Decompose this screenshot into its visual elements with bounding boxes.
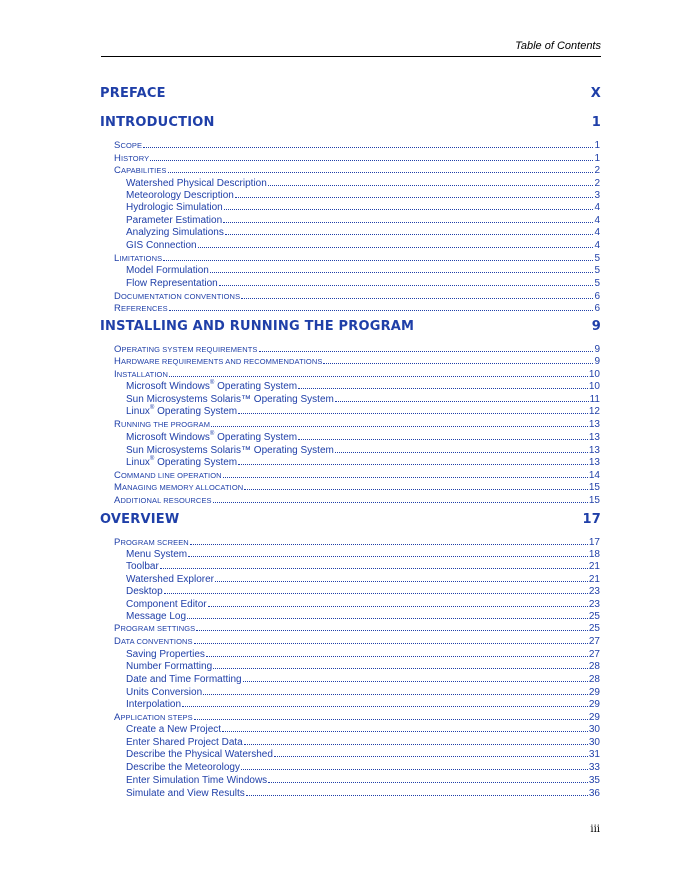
dot-leader — [222, 722, 588, 732]
toc-entry-page: 33 — [588, 762, 600, 773]
toc-entry-page: 4 — [594, 215, 600, 226]
toc-section-page: 9 — [591, 319, 601, 334]
toc-entry-program-settings[interactable] — [114, 621, 600, 634]
dot-leader — [163, 251, 593, 261]
toc-entry-linux[interactable] — [126, 455, 600, 468]
dot-leader — [194, 634, 588, 644]
toc-entry-page: 25 — [588, 611, 600, 622]
toc-entry-title-rest: Operating System — [154, 406, 238, 417]
toc-entry-page: 29 — [588, 699, 600, 710]
toc-entry-title: SCOPE — [114, 140, 143, 151]
toc-entry-title: Meteorology Description — [126, 190, 234, 201]
toc-entry-number-formatting[interactable] — [126, 659, 600, 672]
toc-entry-page: 5 — [594, 278, 600, 289]
toc-entry-title: Enter Simulation Time Windows — [126, 775, 268, 786]
toc-entry-page: 14 — [588, 470, 600, 481]
toc-entry-title: Watershed Explorer — [126, 574, 214, 585]
dot-leader — [335, 443, 588, 453]
dot-leader — [190, 535, 588, 545]
toc-entry-managing-memory-allocation[interactable] — [114, 480, 600, 493]
toc-section-page: 1 — [591, 115, 601, 130]
dot-leader — [198, 238, 594, 248]
toc-entry-page: 15 — [588, 482, 600, 493]
toc-entry-additional-resources[interactable] — [114, 493, 600, 506]
toc-entry-page: 11 — [589, 394, 600, 405]
toc-entry-page: 2 — [594, 165, 600, 176]
toc-entry-microsoft-windows[interactable] — [126, 379, 600, 392]
toc-entry-title: ADDITIONAL RESOURCES — [114, 495, 212, 506]
toc-entry-title: Enter Shared Project Data — [126, 737, 243, 748]
toc-entry-title: Toolbar — [126, 561, 159, 572]
dot-leader — [211, 417, 588, 427]
dot-leader — [194, 710, 588, 720]
toc-entry-hydrologic-simulation[interactable] — [126, 200, 600, 213]
toc-entry-title: Microsoft Windows — [126, 381, 210, 392]
toc-entry-title: Sun Microsystems Solaris™ Operating System — [126, 394, 334, 405]
toc-entry-microsoft-windows[interactable] — [126, 430, 600, 443]
dot-leader — [259, 342, 594, 352]
toc-entry-title: Flow Representation — [126, 278, 218, 289]
toc-entry-page: 4 — [594, 227, 600, 238]
toc-entry-title: Date and Time Formatting — [126, 674, 242, 685]
dot-leader — [241, 760, 588, 770]
toc-entry-label — [126, 787, 245, 800]
toc-entry-page: 36 — [588, 788, 600, 799]
dot-leader — [223, 213, 593, 223]
toc-entry-page: 29 — [588, 687, 600, 698]
toc-entry-title: HISTORY — [114, 153, 150, 164]
toc-entry-title: DATA CONVENTIONS — [114, 636, 193, 647]
dot-leader — [244, 735, 588, 745]
running-header: Table of Contents — [515, 40, 601, 52]
toc-entry-running-the-program[interactable] — [114, 417, 600, 430]
toc-section-overview[interactable] — [100, 512, 601, 527]
dot-leader — [238, 455, 588, 465]
toc-entry-page: 29 — [588, 712, 600, 723]
toc-entry-flow-representation[interactable] — [126, 276, 600, 289]
toc-entry-page: 9 — [594, 356, 600, 367]
toc-entry-toolbar[interactable] — [126, 559, 600, 572]
toc-entry-page: 35 — [588, 775, 600, 786]
dot-leader — [241, 289, 593, 299]
toc-entry-title: Sun Microsystems Solaris™ Operating System — [126, 445, 334, 456]
toc-section-preface[interactable] — [100, 86, 601, 101]
dot-leader — [206, 647, 588, 657]
toc-entry-title: OPERATING SYSTEM REQUIREMENTS — [114, 344, 258, 355]
toc-entry-title-rest: Operating System — [214, 432, 298, 443]
dot-leader — [182, 697, 588, 707]
dot-leader — [169, 367, 588, 377]
toc-entry-page: 27 — [588, 636, 600, 647]
toc-entry-simulate-and-view-results[interactable] — [126, 786, 600, 799]
dot-leader — [187, 609, 588, 619]
dot-leader — [223, 468, 588, 478]
toc-entry-title: Analyzing Simulations — [126, 227, 224, 238]
toc-entry-date-and-time-formatting[interactable] — [126, 672, 600, 685]
toc-entry-title: Desktop — [126, 586, 163, 597]
toc-entry-title: Parameter Estimation — [126, 215, 223, 226]
toc-entry-page: 4 — [594, 240, 600, 251]
toc-entry-title: APPLICATION STEPS — [114, 712, 193, 723]
toc-entry-gis-connection[interactable] — [126, 238, 600, 251]
toc-entry-title: Number Formatting — [126, 661, 213, 672]
toc-entry-page: 10 — [588, 381, 600, 392]
toc-entry-title: Model Formulation — [126, 265, 209, 276]
dot-leader — [335, 392, 589, 402]
toc-entry-title: Menu System — [126, 549, 188, 560]
dot-leader — [196, 621, 588, 631]
dot-leader — [235, 188, 594, 198]
toc-entry-analyzing-simulations[interactable] — [126, 225, 600, 238]
toc-entry-page: 31 — [588, 749, 600, 760]
toc-entry-page: 10 — [588, 369, 600, 380]
toc-entry-title-rest: Operating System — [154, 457, 238, 468]
toc-entry-title: Saving Properties — [126, 649, 205, 660]
toc-entry-data-conventions[interactable] — [114, 634, 600, 647]
toc-entry-label — [114, 302, 168, 315]
toc-entry-label — [114, 494, 212, 507]
toc-entry-page: 13 — [588, 419, 600, 430]
toc-entry-title: COMMAND LINE OPERATION — [114, 470, 222, 481]
registered-mark: ® — [149, 405, 155, 411]
page-number: iii — [590, 824, 600, 835]
toc-entry-create-a-new-project[interactable] — [126, 722, 600, 735]
dot-leader — [268, 773, 588, 783]
toc-entry-title: Watershed Physical Description — [126, 178, 267, 189]
toc-section-title: PREFACE — [100, 86, 166, 101]
toc-entry-scope[interactable] — [114, 138, 600, 151]
toc-entry-title: GIS Connection — [126, 240, 197, 251]
toc-entry-hardware-requirements-and-recommendations[interactable] — [114, 354, 600, 367]
toc-entry-page: 3 — [594, 190, 600, 201]
toc-entry-page: 13 — [588, 445, 600, 456]
toc-entry-page: 18 — [588, 549, 600, 560]
toc-entry-page: 5 — [594, 253, 600, 264]
toc-entry-page: 6 — [594, 303, 600, 314]
dot-leader — [225, 225, 594, 235]
toc-entry-title: Linux — [126, 457, 150, 468]
toc-entry-page: 13 — [588, 432, 600, 443]
dot-leader — [243, 672, 588, 682]
toc-entry-page: 25 — [588, 623, 600, 634]
toc-entry-page: 30 — [588, 737, 600, 748]
toc-entry-title: PROGRAM SCREEN — [114, 537, 189, 548]
dot-leader — [298, 379, 588, 389]
toc-section-page: X — [590, 86, 601, 101]
toc-section-installing-and-running-the-program[interactable] — [100, 319, 601, 334]
toc-entry-enter-simulation-time-windows[interactable] — [126, 773, 600, 786]
toc-entry-title: HARDWARE REQUIREMENTS AND RECOMMENDATIONS — [114, 356, 323, 367]
dot-leader — [246, 786, 588, 796]
toc-entry-title: CAPABILITIES — [114, 165, 167, 176]
toc-entry-page: 23 — [588, 599, 600, 610]
toc-entry-page: 5 — [594, 265, 600, 276]
dot-leader — [208, 597, 588, 607]
toc-entry-title: Message Log — [126, 611, 187, 622]
toc-entry-page: 1 — [594, 153, 600, 164]
toc-entry-title: PROGRAM SETTINGS — [114, 623, 196, 634]
toc-entry-page: 28 — [588, 661, 600, 672]
dot-leader — [164, 584, 588, 594]
dot-leader — [168, 163, 594, 173]
toc-entry-describe-the-meteorology[interactable] — [126, 760, 600, 773]
toc-entry-references[interactable] — [114, 301, 600, 314]
toc-entry-title: Describe the Meteorology — [126, 762, 240, 773]
toc-entry-model-formulation[interactable] — [126, 263, 600, 276]
toc-entry-capabilities[interactable] — [114, 163, 600, 176]
dot-leader — [219, 276, 594, 286]
toc-entry-page: 27 — [588, 649, 600, 660]
toc-entry-page: 13 — [588, 457, 600, 468]
toc-entry-page: 21 — [588, 561, 600, 572]
toc-entry-page: 21 — [588, 574, 600, 585]
dot-leader — [268, 176, 594, 186]
toc-entry-title: INSTALLATION — [114, 369, 168, 380]
toc-entry-desktop[interactable] — [126, 584, 600, 597]
toc-entry-title: DOCUMENTATION CONVENTIONS — [114, 291, 241, 302]
toc-entry-linux[interactable] — [126, 404, 600, 417]
toc-entry-title: Microsoft Windows — [126, 432, 210, 443]
toc-section-introduction[interactable] — [100, 115, 601, 130]
dot-leader — [244, 480, 588, 490]
toc-entry-page: 23 — [588, 586, 600, 597]
toc-entry-title: Component Editor — [126, 599, 207, 610]
dot-leader — [213, 493, 588, 503]
toc-entry-title: Simulate and View Results — [126, 788, 245, 799]
dot-leader — [298, 430, 588, 440]
toc-entry-title: Linux — [126, 406, 150, 417]
toc-entry-page: 12 — [588, 406, 600, 417]
toc-entry-page: 9 — [594, 344, 600, 355]
toc-entry-title-rest: Operating System — [214, 381, 298, 392]
dot-leader — [188, 547, 588, 557]
toc-entry-title: MANAGING MEMORY ALLOCATION — [114, 482, 244, 493]
dot-leader — [143, 138, 593, 148]
toc-section-title: INSTALLING AND RUNNING THE PROGRAM — [100, 319, 415, 334]
toc-entry-title: Units Conversion — [126, 687, 203, 698]
toc-entry-title: RUNNING THE PROGRAM — [114, 419, 211, 430]
toc-entry-title: Hydrologic Simulation — [126, 202, 223, 213]
dot-leader — [224, 200, 594, 210]
toc-entry-page: 17 — [588, 537, 600, 548]
dot-leader — [203, 685, 588, 695]
dot-leader — [274, 747, 588, 757]
toc-entry-page: 28 — [588, 674, 600, 685]
toc-entry-page: 1 — [594, 140, 600, 151]
toc-entry-title: Describe the Physical Watershed — [126, 749, 273, 760]
registered-mark: ® — [209, 431, 215, 437]
toc-section-page: 17 — [582, 512, 601, 527]
toc-entry-page: 6 — [594, 291, 600, 302]
toc-section-title: OVERVIEW — [100, 512, 180, 527]
toc-entry-interpolation[interactable] — [126, 697, 600, 710]
header-rule — [101, 56, 601, 57]
toc-entry-title: Create a New Project — [126, 724, 222, 735]
dot-leader — [160, 559, 588, 569]
dot-leader — [215, 572, 588, 582]
toc-entry-title: LIMITATIONS — [114, 253, 163, 264]
toc-entry-page: 15 — [588, 495, 600, 506]
toc-entry-page: 4 — [594, 202, 600, 213]
registered-mark: ® — [209, 380, 215, 386]
dot-leader — [213, 659, 588, 669]
toc-entry-page: 2 — [594, 178, 600, 189]
toc-entry-title: REFERENCES — [114, 303, 168, 314]
registered-mark: ® — [149, 456, 155, 462]
dot-leader — [150, 151, 593, 161]
toc-entry-describe-the-physical-watershed[interactable] — [126, 747, 600, 760]
dot-leader — [210, 263, 594, 273]
toc-section-title: INTRODUCTION — [100, 115, 215, 130]
dot-leader — [238, 404, 588, 414]
dot-leader — [169, 301, 594, 311]
toc-entry-title: Interpolation — [126, 699, 182, 710]
dot-leader — [323, 354, 593, 364]
toc-entry-page: 30 — [588, 724, 600, 735]
